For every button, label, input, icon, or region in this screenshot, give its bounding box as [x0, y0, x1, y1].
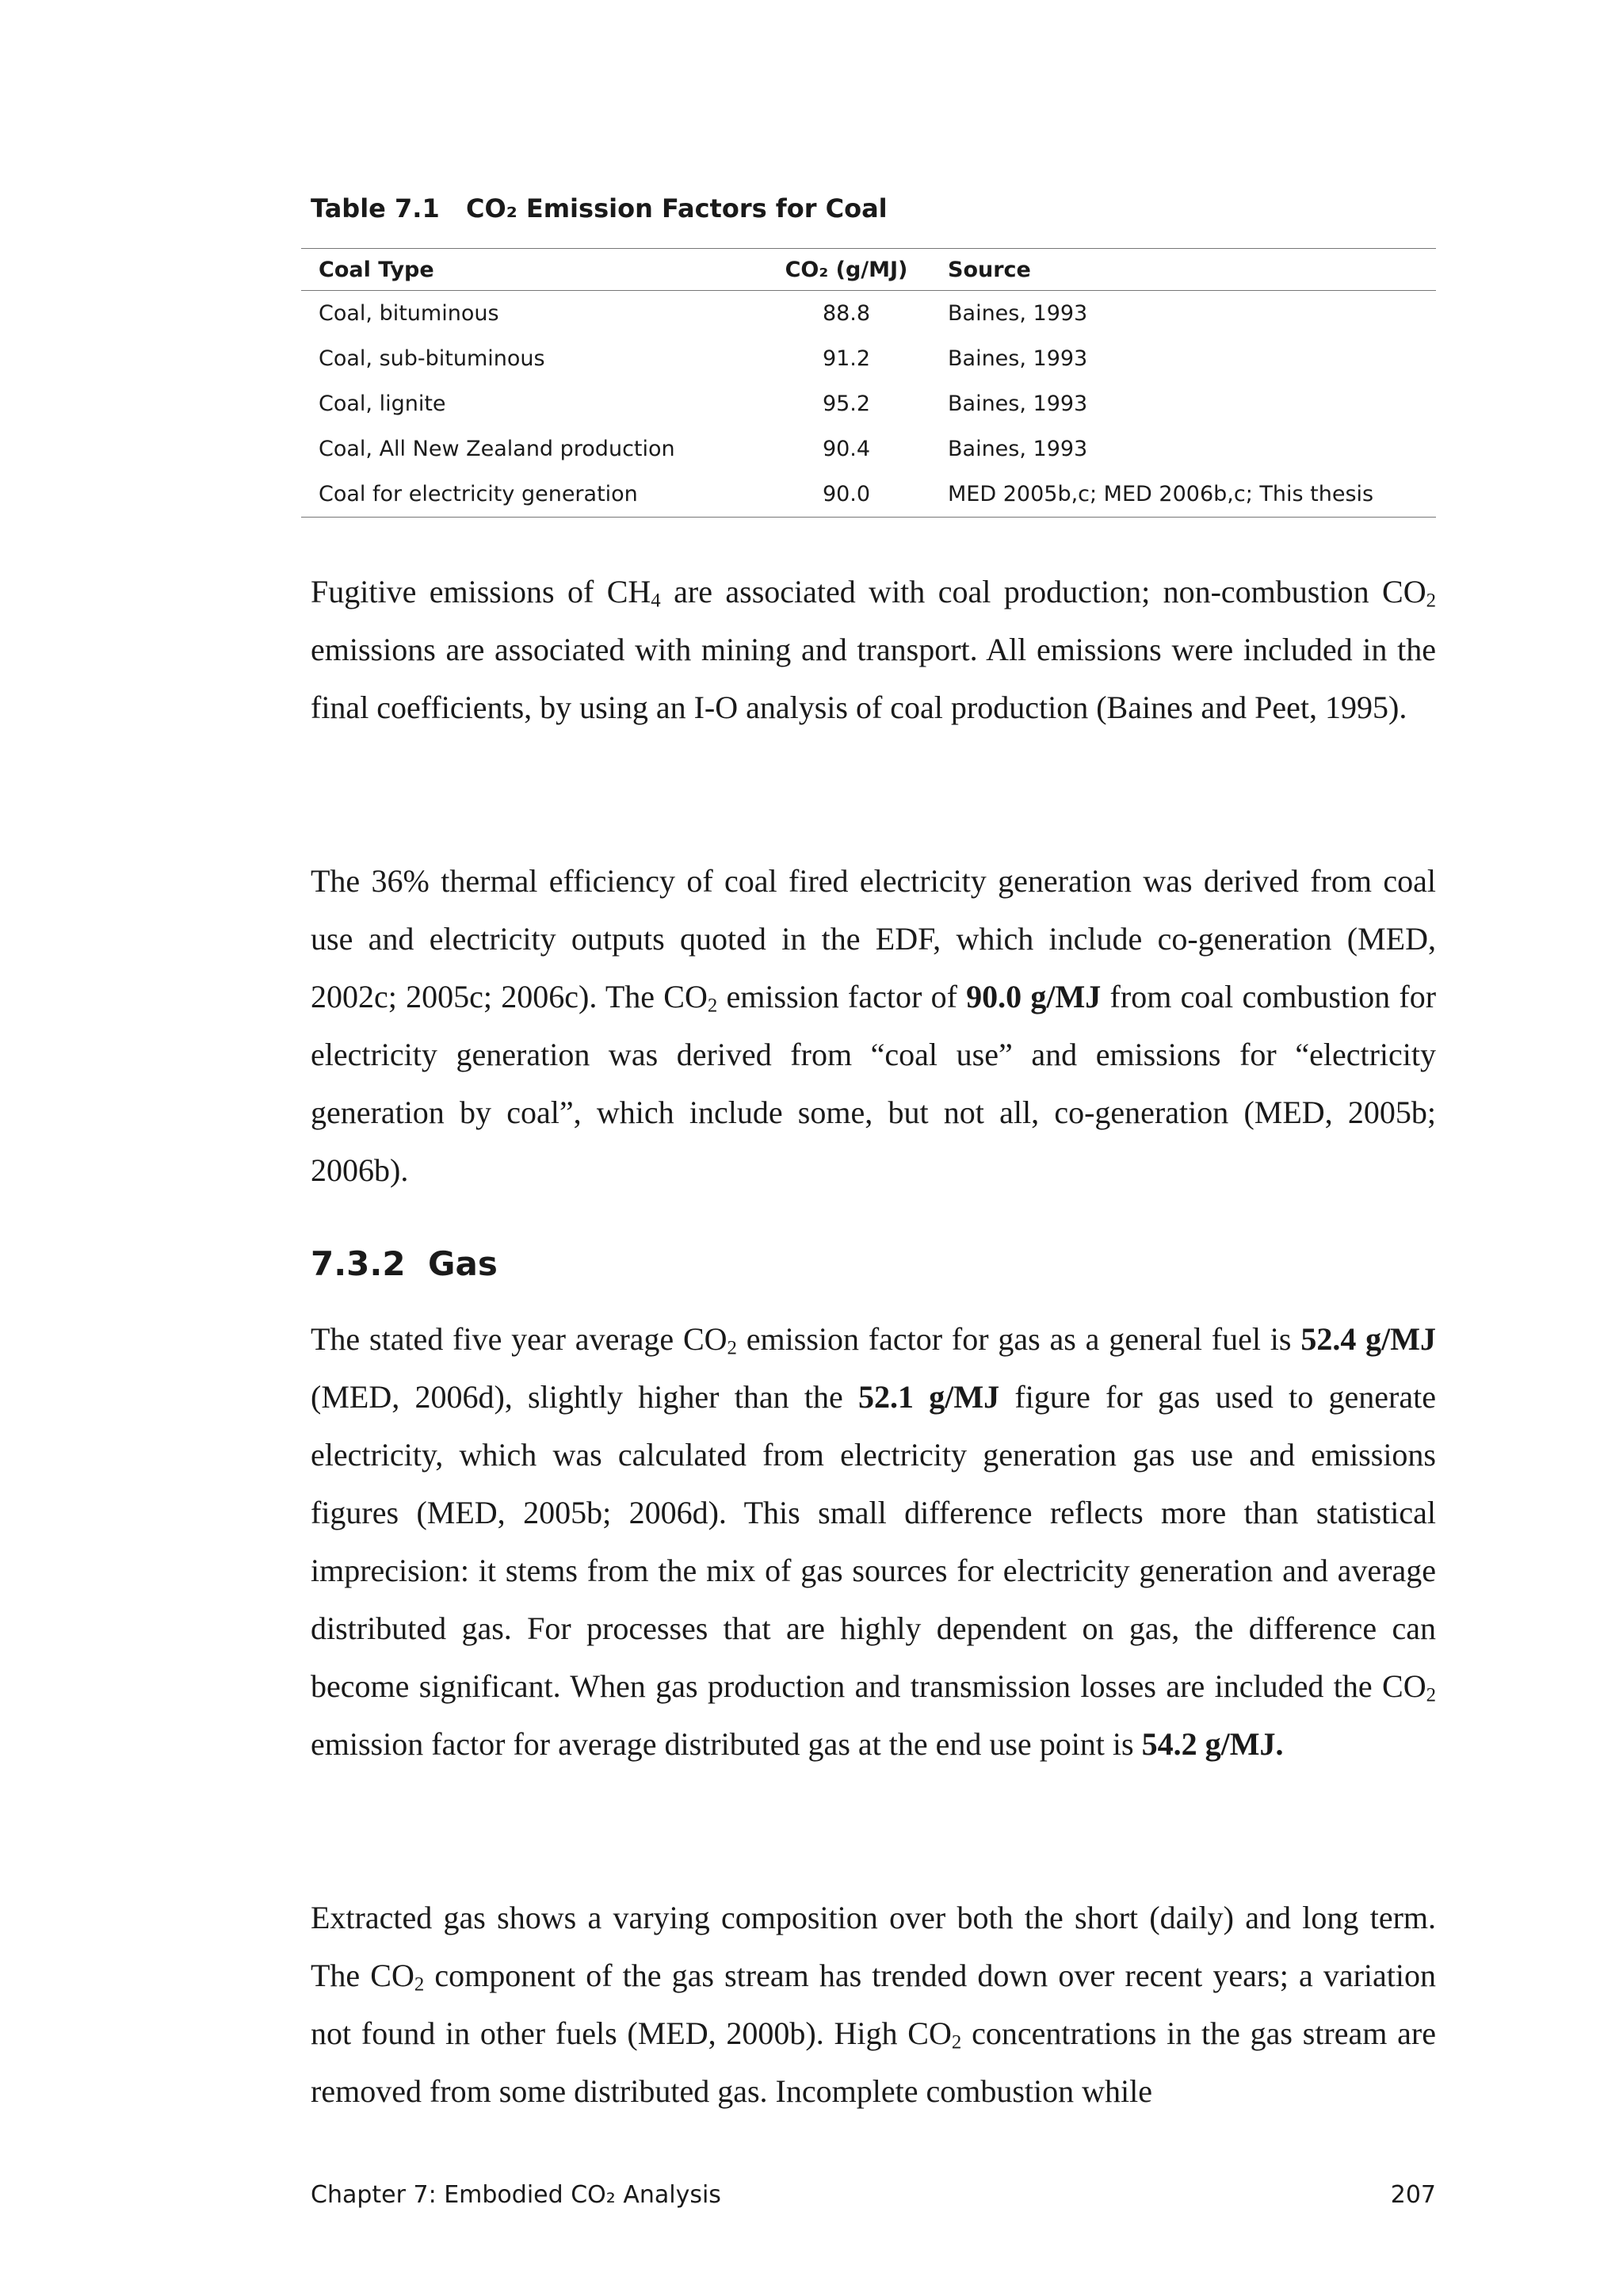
- section-title: Gas: [428, 1244, 498, 1283]
- table-row: [301, 336, 1436, 381]
- cell-source: Baines, 1993: [948, 437, 1088, 461]
- text-run: concentrations in the gas stream are removed from some distributed gas. Incomplete combustion while: [311, 2015, 1436, 2109]
- cell-co2: 88.8: [822, 301, 871, 326]
- header-coal-type: Coal Type: [319, 257, 434, 282]
- text-run: (MED, 2006d), slightly higher than the: [311, 1379, 858, 1415]
- cell-source: Baines, 1993: [948, 346, 1088, 371]
- section-heading: [311, 1244, 498, 1283]
- text-run: The stated five year average CO: [311, 1321, 727, 1357]
- cell-source: Baines, 1993: [948, 301, 1088, 326]
- section-number: 7.3.2: [311, 1244, 406, 1283]
- cell-coal-type: Coal, sub-bituminous: [319, 346, 545, 371]
- table-row: [301, 381, 1436, 426]
- cell-co2: 90.4: [822, 437, 871, 461]
- subscript: 2: [1426, 1684, 1436, 1706]
- cell-co2: 95.2: [822, 392, 871, 416]
- text-run: figure for gas used to generate electricity, which was calculated from electricity generation gas use and emissions figures (MED, 2005b; 2006d). This small difference reflects more than statistical imprecision: it stems from the mix of gas sources for electricity generation and average distributed gas. For processes that are highly dependent on gas, the difference can become significant. When gas production and transmission losses are included the CO: [311, 1379, 1436, 1704]
- cell-coal-type: Coal, All New Zealand production: [319, 437, 675, 461]
- cell-co2: 90.0: [822, 482, 871, 506]
- footer-chapter: Chapter 7: Embodied CO₂ Analysis: [311, 2181, 721, 2209]
- table-row: [301, 291, 1436, 337]
- subscript: 2: [1426, 590, 1436, 612]
- coal-emission-table: [301, 248, 1436, 518]
- text-run: Fugitive emissions of CH: [311, 574, 651, 609]
- table-row: [301, 426, 1436, 472]
- header-co2: CO₂ (g/MJ): [785, 257, 908, 282]
- paragraph-fugitive-emissions: [311, 563, 1436, 736]
- table-number: Table 7.1: [311, 193, 440, 223]
- text-run: The 36% thermal efficiency of coal fired electricity generation was derived from coal use and electricity outputs quoted in the EDF, which include co-generation (MED, 2002c; 2005c; 2006c). The CO: [311, 863, 1436, 1014]
- cell-coal-type: Coal for electricity generation: [319, 482, 638, 506]
- subscript: 2: [951, 2031, 962, 2053]
- paragraph-gas-emission-factor: [311, 1310, 1436, 1773]
- subscript: 2: [414, 1973, 425, 1996]
- footer-page-number: 207: [1390, 2181, 1436, 2209]
- text-run: emission factor of: [717, 979, 967, 1014]
- paragraph-extracted-gas: [311, 1889, 1436, 2120]
- text-run: emission factor for average distributed gas at the end use point is: [311, 1726, 1142, 1762]
- cell-co2: 91.2: [822, 346, 871, 371]
- emphasis-value: 54.2 g/MJ.: [1141, 1726, 1284, 1762]
- emphasis-value: 52.1 g/MJ: [858, 1379, 1000, 1415]
- text-run: emission factor for gas as a general fuel is: [736, 1321, 1301, 1357]
- cell-source: MED 2005b,c; MED 2006b,c; This thesis: [948, 482, 1374, 506]
- subscript: 2: [707, 995, 718, 1017]
- cell-coal-type: Coal, lignite: [319, 392, 446, 416]
- paragraph-thermal-efficiency: [311, 852, 1436, 1199]
- subscript: 2: [727, 1337, 737, 1359]
- text-run: from coal combustion for electricity generation was derived from “coal use” and emissions for “electricity generation by coal”, which include some, but not all, co-generation (MED, 2005b; 2006b).: [311, 979, 1437, 1188]
- table-caption: [311, 193, 888, 223]
- text-run: are associated with coal production; non-combustion CO: [660, 574, 1426, 609]
- emphasis-value: 52.4 g/MJ: [1300, 1321, 1437, 1357]
- cell-coal-type: Coal, bituminous: [319, 301, 499, 326]
- table-header-row: [301, 249, 1436, 291]
- text-run: Extracted gas shows a varying composition over both the short (daily) and long term. The CO: [311, 1900, 1436, 1993]
- table-row: [301, 472, 1436, 518]
- table-title: CO₂ Emission Factors for Coal: [466, 193, 888, 223]
- subscript: 4: [651, 590, 661, 612]
- text-run: emissions are associated with mining and transport. All emissions were included in the final coefficients, by using an I-O analysis of coal production (Baines and Peet, 1995).: [311, 632, 1436, 725]
- header-source: Source: [948, 257, 1031, 282]
- emphasis-value: 90.0 g/MJ: [966, 979, 1102, 1014]
- cell-source: Baines, 1993: [948, 392, 1088, 416]
- text-run: component of the gas stream has trended down over recent years; a variation not found in other fuels (MED, 2000b). High CO: [311, 1958, 1436, 2051]
